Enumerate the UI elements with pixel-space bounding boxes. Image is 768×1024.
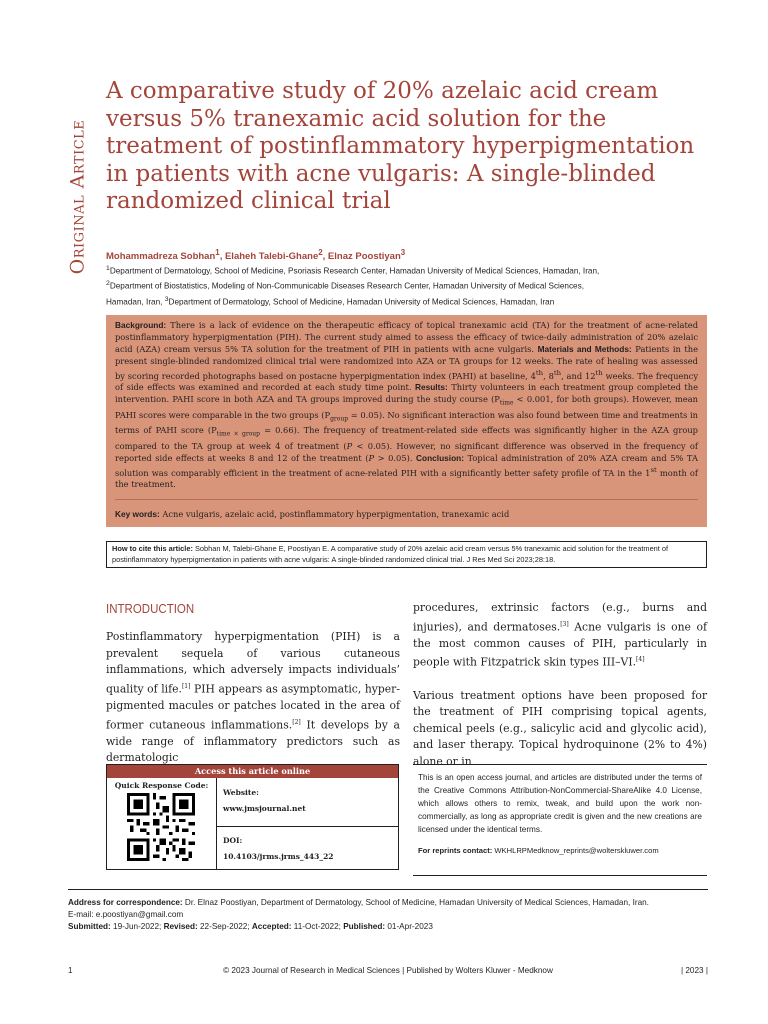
citation-ref[interactable]: [3] bbox=[560, 620, 569, 628]
website-link[interactable]: www.jmsjournal.net bbox=[223, 804, 306, 813]
affiliations: $^1$Department of Dermatology, School of Medicine, Psoriasis Research Center, Hamadan University of Medical Sciences, Hamadan, Iran, $^2$Department of Biostatistics, Modeling of Non-Communicable Diseases Research Center, Hamadan University of Medical Sciences, Hamadan, Iran, $^3$Department of Dermatology, School of Medicine, Hamadan University of Medical Sciences, Hamadan, Iran bbox=[106, 265, 600, 307]
footer-copyright: © 2023 Journal of Research in Medical Sciences | Published by Wolters Kluwer - Medknow bbox=[223, 966, 553, 975]
right-column bbox=[413, 600, 707, 771]
access-info bbox=[223, 778, 393, 861]
correspondence-email[interactable]: E-mail: e.poostiyan@gmail.com bbox=[68, 910, 184, 919]
abstract-box bbox=[106, 315, 707, 527]
reprint-email[interactable]: WKHLRPMedknow_reprints@wolterskluwer.com bbox=[492, 846, 659, 855]
paragraph: procedures, extrinsic factors (e.g., burns and injuries), and dermatoses.[3] Acne vulgaris is one of the most common causes of PIH, particularly in people with Fitzpatrick skin types III–VI.[4] bbox=[413, 601, 707, 669]
access-divider bbox=[217, 826, 399, 827]
abstract-text: Background: There is a lack of evidence on the therapeutic efficacy of topical tranexamic acid (TA) for the treatment of acne-related postinflammatory hyperpigmentation (PIH). The current study aimed to assess the efficacy of twice-daily administration of 20% azelaic acid (AZA) cream versus 5% TA solution for the treatment of PIH in patients with acne vulgaris. Materials and Methods: Patients in the present single-blinded randomized clinical trial were randomized into AZA or TA groups for 12 weeks. The rate of healing was assessed by scoring recorded photographs based on postacne hyperpigmentation index (PAHI) at baseline, 4th, 8th, and 12th weeks. The frequency of side effects was examined and recorded at each study time point. Results: Thirty volunteers in each treatment group completed the intervention. PAHI score in both AZA and TA groups improved during the study course ($P_{time} < 0.001$, for both groups). However, mean PAHI scores were comparable in the two groups $(P_{group} = 0.05)$. No significant interaction was also found between time and treatments in terms of PAHI score $(P_{time \times group} = 0.66)$. The frequency of treatment-related side effects was significantly higher in the AZA group compared to the TA group at week 4 of treatment (P < 0.05). However, no significant difference was observed in the frequency of reported side effects at weeks 8 and 12 of the treatment (P > 0.05). Conclusion: Topical administration of 20% AZA cream and 5% TA solution was comparably efficient in the treatment of acne-related PIH with a significantly better safety profile of TA in the 1st month of the treatment. bbox=[115, 320, 699, 490]
access-heading: Access this article online bbox=[107, 765, 398, 778]
author-list: Mohammadreza Sobhan$^1$, Elaheh Talebi-Ghane$^2$, Elnaz Poostiyan$^3$ bbox=[106, 248, 406, 263]
qr-cell bbox=[107, 778, 217, 870]
article-dates: Submitted: 19-Jun-2022; Revised: 22-Sep-2022; Accepted: 11-Oct-2022; Published: 01-Apr-2023 bbox=[68, 922, 433, 931]
paragraph: Various treatment options have been proposed for the treatment of PIH comprising topical agents, chemical peels (e.g., salicylic acid and glycolic acid), and laser therapy. Topical hydroquinone (2% to 4%) alone or in bbox=[413, 688, 707, 768]
page-number: 1 bbox=[68, 966, 73, 975]
qr-label: Quick Response Code: bbox=[114, 781, 209, 790]
correspondence-address: Address for correspondence: Dr. Elnaz Poostiyan, Department of Dermatology, School of Medicine, Hamadan University of Medical Sciences, Hamadan, Iran. bbox=[68, 898, 649, 907]
keywords-divider bbox=[115, 499, 698, 500]
citation-box: How to cite this article: Sobhan M, Talebi-Ghane E, Poostiyan E. A comparative study of 20% azelaic acid cream versus 5% tranexamic acid solution for the treatment of postinflammatory hyperpigmentation in patients with acne vulgaris: A single-blinded randomized clinical trial. J Res Med Sci 2023;28:18. bbox=[106, 541, 707, 568]
qr-code-icon[interactable] bbox=[127, 793, 195, 861]
citation-ref[interactable]: [4] bbox=[636, 656, 645, 664]
citation-ref[interactable]: [1] bbox=[181, 682, 191, 690]
citation-ref[interactable]: [2] bbox=[292, 718, 301, 726]
article-type-label: Original Article bbox=[66, 119, 88, 275]
doi-label: DOI: bbox=[223, 836, 243, 845]
open-access-notice bbox=[413, 764, 707, 876]
author-name: Elaheh Talebi-Ghane bbox=[224, 251, 319, 263]
page-footer bbox=[68, 966, 708, 980]
doi-link[interactable]: 10.4103/jrms.jrms_443_22 bbox=[223, 852, 334, 861]
author-name: Elnaz Poostiyan bbox=[327, 251, 401, 263]
paragraph: Postinflammatory hyperpigmentation (PIH) is a prevalent sequela of various cutaneous inflammations, which adversely impacts individuals’ quality of life.[1] PIH appears as asymptomatic, hyper-pigmented macules or patches located in the area of former cutaneous inflammations.[2] It develops by a wide range of inflammatory predictors such as dermatologic bbox=[106, 630, 400, 765]
left-column bbox=[106, 600, 400, 767]
keywords: Key words: Acne vulgaris, azelaic acid, postinflammatory hyperpigmentation, tranexamic acid bbox=[115, 509, 510, 520]
website-label: Website: bbox=[223, 788, 259, 797]
license-text: This is an open access journal, and articles are distributed under the terms of the Creative Commons Attribution-NonCommercial-ShareAlike 4.0 License, which allows others to remix, tweak, and build upon the work non-commercially, as long as appropriate credit is given and the new creations are licensed under the identical terms. bbox=[418, 773, 702, 834]
article-title: A comparative study of 20% azelaic acid cream versus 5% tranexamic acid solution for the treatment of postinflammatory hyperpigmentation in patients with acne vulgaris: A single-blinded randomized clinical trial bbox=[106, 78, 695, 214]
footer-year: | 2023 | bbox=[680, 966, 708, 975]
correspondence-block bbox=[68, 889, 708, 933]
access-online-box bbox=[106, 764, 399, 870]
section-heading: INTRODUCTION bbox=[106, 602, 195, 616]
author-name: Mohammadreza Sobhan bbox=[106, 251, 216, 263]
reprint-contact: For reprints contact: WKHLRPMedknow_reprints@wolterskluwer.com bbox=[418, 846, 659, 855]
